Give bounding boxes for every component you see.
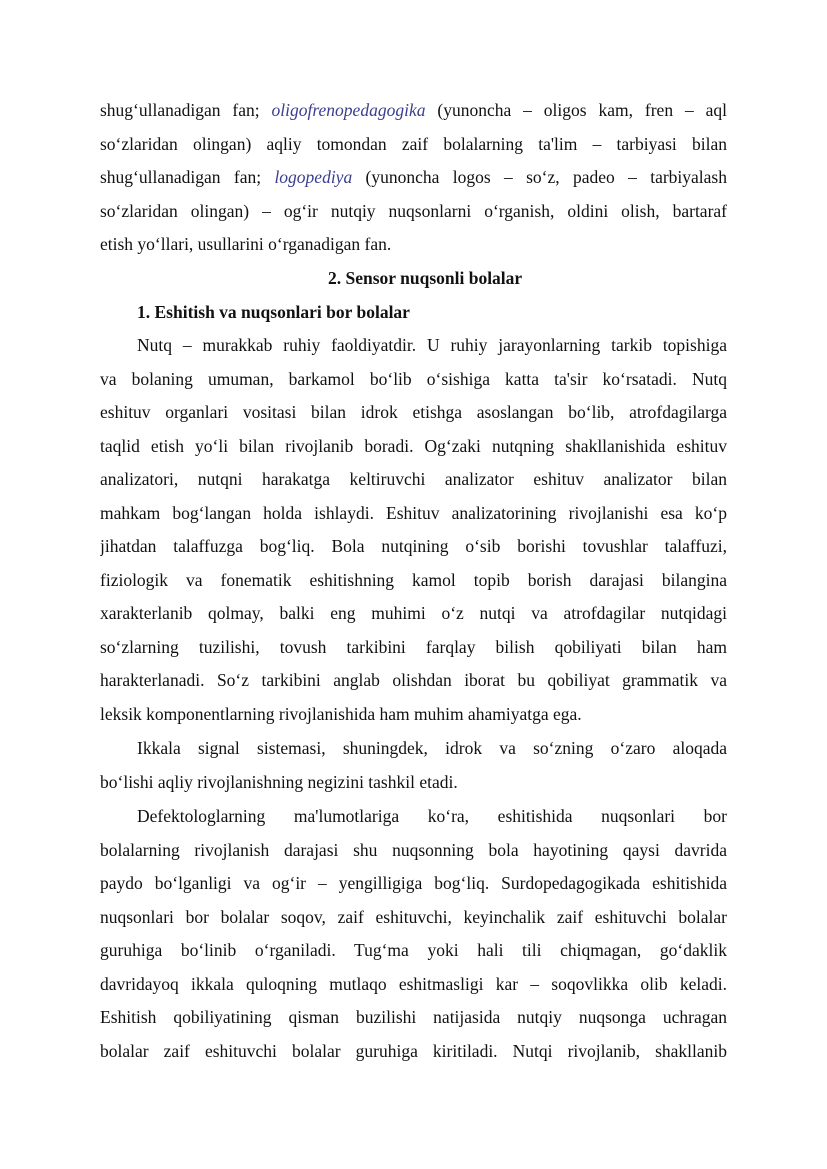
text-line: etish yo‘llari, usullarini o‘rganadigan fan. [100, 234, 392, 254]
text-line: fiziologik va fonematik eshitishning kamol topib borish darajasi bilangina [100, 569, 727, 590]
text-line: analizatori, nutqni harakatga keltiruvchi analizator eshituv analizator bilan [100, 469, 727, 489]
paragraph-defektolog [100, 800, 727, 1068]
text-line: Nutq – murakkab ruhiy faoldiyatdir. U ruhiy jarayonlarning tarkib topishiga [137, 335, 727, 355]
text-line: Ikkala signal sistemasi, shuningdek, idrok va so‘zning o‘zaro aloqada [137, 738, 727, 758]
text-line: leksik komponentlarning rivojlanishida ham muhim ahamiyatga ega. [100, 703, 582, 724]
text-line: shug‘ullanadigan fan; logopediya (yunoncha logos – so‘z, padeo – tarbiyalash [100, 167, 727, 187]
section-heading: 2. Sensor nuqsonli bolalar [328, 268, 523, 288]
text-line: bolalar zaif eshituvchi bolalar guruhiga kiritiladi. Nutqi rivojlanib, shakllanib [100, 1040, 727, 1061]
text-line: nuqsonlari bor bolalar soqov, zaif eshituvchi, keyinchalik zaif eshituvchi bolalar [100, 906, 727, 927]
text-line: jihatdan talaffuzga bog‘liq. Bola nutqining o‘sib borishi tovushlar talaffuzi, [100, 536, 727, 556]
text-line: so‘zlaridan olingan) aqliy tomondan zaif bolalarning ta'lim – tarbiyasi bilan [100, 133, 727, 154]
text-line: davridayoq ikkala quloqning mutlaqo eshitmasligi kar – soqovlikka olib keladi. [100, 973, 727, 994]
text-line: xarakterlanib qolmay, balki eng muhimi o‘z nutqi va atrofdagilar nutqidagi [100, 603, 727, 623]
paragraph-signal [100, 732, 727, 799]
text-line: so‘zlaridan olingan) – og‘ir nutqiy nuqsonlarni o‘rganish, oldini olish, bartaraf [100, 200, 727, 221]
text-line: bo‘lishi aqliy rivojlanishning negizini tashkil etadi. [100, 771, 458, 792]
paragraph-nutq [100, 329, 727, 731]
italic-term: logopediya [274, 167, 353, 187]
text-line: va bolaning umuman, barkamol bo‘lib o‘sishiga katta ta'sir ko‘rsatadi. Nutq [100, 368, 727, 389]
text-line: Eshitish qobiliyatining qisman buzilishi natijasida nutqiy nuqsonga uchragan [100, 1007, 727, 1027]
italic-term: oligofrenopedagogika [271, 100, 426, 120]
subsection-heading: 1. Eshitish va nuqsonlari bor bolalar [137, 302, 410, 322]
paragraph-intro [100, 94, 727, 262]
text-line: Defektologlarning ma'lumotlariga ko‘ra, eshitishida nuqsonlari bor [137, 806, 727, 826]
text-line: harakterlanadi. So‘z tarkibini anglab olishdan iborat bu qobiliyat grammatik va [100, 670, 727, 690]
text-line: guruhiga bo‘linib o‘rganiladi. Tug‘ma yoki hali tili chiqmagan, go‘daklik [100, 940, 727, 960]
text-line: mahkam bog‘langan holda ishlaydi. Eshituv analizatorining rivojlanishi esa ko‘p [100, 502, 727, 523]
text-line: taqlid etish yo‘li bilan rivojlanib boradi. Og‘zaki nutqning shakllanishida eshituv [100, 435, 727, 456]
text-line: paydo bo‘lganligi va og‘ir – yengilligiga bog‘liq. Surdopedagogikada eshitishida [100, 873, 727, 893]
text-line: bolalarning rivojlanish darajasi shu nuqsonning bola hayotining qaysi davrida [100, 839, 727, 860]
text-line: eshituv organlari vositasi bilan idrok etishga asoslangan bo‘lib, atrofdagilarga [100, 402, 727, 422]
text-line: shug‘ullanadigan fan; oligofrenopedagogika (yunoncha – oligos kam, fren – aql [100, 100, 727, 120]
text-line: so‘zlarning tuzilishi, tovush tarkibini farqlay bilish qobiliyati bilan ham [100, 636, 727, 657]
